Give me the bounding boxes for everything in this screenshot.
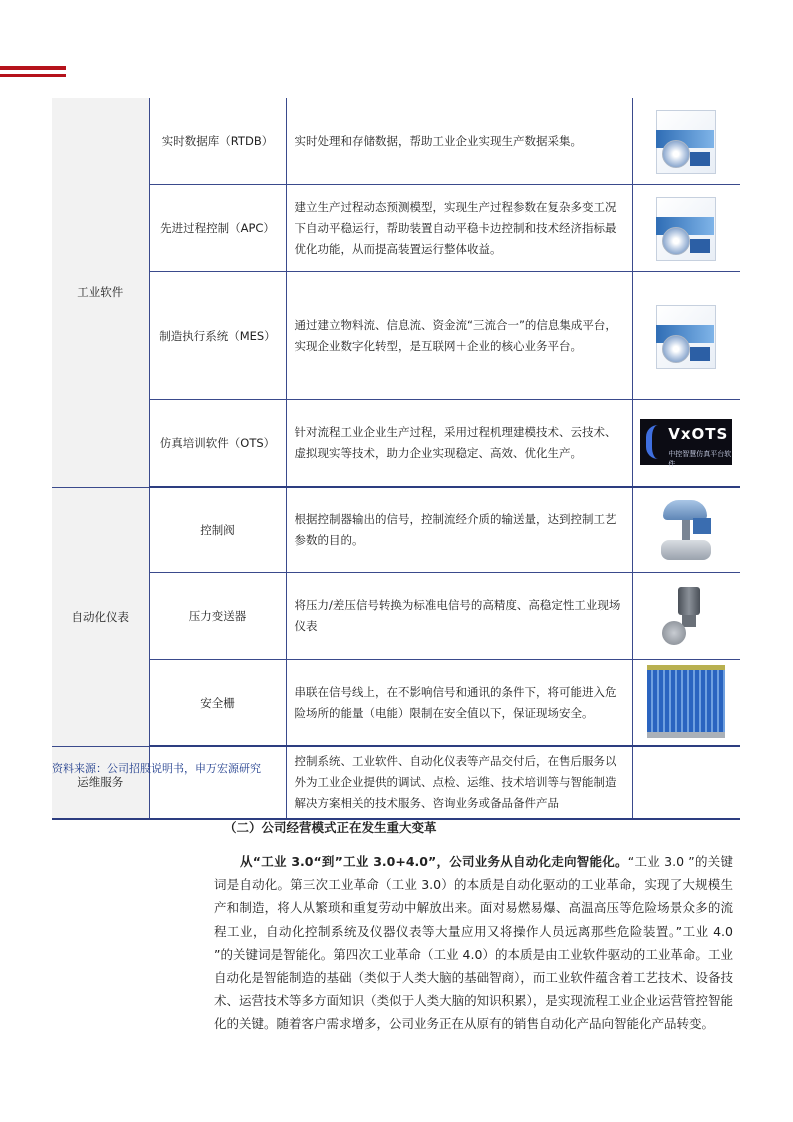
ots-logo-tagline: 中控智慧仿真平台软件 — [668, 449, 732, 468]
apc-software-box-icon — [632, 185, 740, 272]
header-accent-bar — [0, 66, 66, 70]
table-row — [52, 272, 740, 400]
ots-logo-brand: VxOTS — [668, 424, 729, 443]
vxots-logo-icon — [640, 419, 732, 468]
table-row — [52, 400, 740, 488]
paragraph-body: “工业 3.0 ”的关键词是自动化。第三次工业革命（工业 3.0）的本质是自动化驱动的工业革命，实现了大规模生产和制造，将人从繁琐和重复劳动中解放出来。面对易燃易爆、高温高压等危险场景众多的流程工业，自动化控制系统及仪器仪表等大量应用又将操作人员远离那些危险装置。”工业 4.0 ”的关键词是智能化。第四次工业革命（工业 4.0）的本质是由工业软件驱动的工业革命。工业自动化是智能制造的基础（类似于人类大脑的基础智商），而工业软件蕴含着工艺技术、设备技术、运营技术等多方面知识（类似于人类大脑的知识积累），是实现流程工业企业运营管控智能化的关键。随着客户需求增多，公司业务正在从原有的销售自动化产品向智能化产品转变。 — [214, 854, 733, 1032]
product-name-apc: 先进过程控制（APC） — [149, 185, 286, 272]
table-row — [52, 660, 740, 747]
table-row — [52, 746, 740, 819]
paragraph-lead: 从“工业 3.0“到”工业 3.0+4.0”，公司业务从自动化走向智能化。 — [240, 854, 628, 869]
source-note: 资料来源：公司招股说明书，申万宏源研究 — [52, 762, 261, 775]
product-name-service — [149, 746, 286, 819]
rtdb-software-box-icon — [632, 98, 740, 185]
product-name-barrier: 安全栅 — [149, 660, 286, 747]
table-row — [52, 487, 740, 573]
pressure-transmitter-icon — [632, 573, 740, 660]
table-row — [52, 573, 740, 660]
product-desc-rtdb: 实时处理和存储数据，帮助工业企业实现生产数据采集。 — [286, 98, 632, 185]
product-table — [52, 98, 740, 820]
category-instrument: 自动化仪表 — [52, 487, 149, 746]
product-desc-ots: 针对流程工业企业生产过程，采用过程机理建模技术、云技术、虚拟现实等技术，助力企业实现稳定、高效、优化生产。 — [286, 400, 632, 488]
product-desc-valve: 根据控制器输出的信号，控制流经介质的输送量，达到控制工艺参数的目的。 — [286, 487, 632, 573]
product-name-mes: 制造执行系统（MES） — [149, 272, 286, 400]
control-valve-icon — [632, 487, 740, 573]
product-desc-mes: 通过建立物料流、信息流、资金流“三流合一”的信息集成平台，实现企业数字化转型，是互联网＋企业的核心业务平台。 — [286, 272, 632, 400]
product-name-rtdb: 实时数据库（RTDB） — [149, 98, 286, 185]
table-row — [52, 185, 740, 272]
section-title: （二）公司经营模式正在发生重大变革 — [224, 820, 437, 835]
category-service: 运维服务 — [52, 746, 149, 819]
product-desc-pressure: 将压力/差压信号转换为标准电信号的高精度、高稳定性工业现场仪表 — [286, 573, 632, 660]
safety-barrier-icon — [647, 665, 725, 738]
table-row — [52, 98, 740, 185]
product-desc-service: 控制系统、工业软件、自动化仪表等产品交付后，在售后服务以外为工业企业提供的调试、点检、运维、技术培训等与智能制造解决方案相关的技术服务、咨询业务或备品备件产品 — [286, 746, 632, 819]
product-desc-apc: 建立生产过程动态预测模型，实现生产过程参数在复杂多变工况下自动平稳运行，帮助装置自动平稳卡边控制和技术经济指标最优化功能，从而提高装置运行整体收益。 — [286, 185, 632, 272]
body-paragraph — [214, 850, 733, 1036]
category-software: 工业软件 — [52, 98, 149, 487]
mes-software-box-icon — [632, 272, 740, 400]
header-accent-bar-thin — [0, 74, 66, 77]
product-desc-barrier: 串联在信号线上，在不影响信号和通讯的条件下，将可能进入危险场所的能量（电能）限制在安全值以下，保证现场安全。 — [286, 660, 632, 747]
product-name-pressure: 压力变送器 — [149, 573, 286, 660]
product-name-ots: 仿真培训软件（OTS） — [149, 400, 286, 488]
product-name-valve: 控制阀 — [149, 487, 286, 573]
